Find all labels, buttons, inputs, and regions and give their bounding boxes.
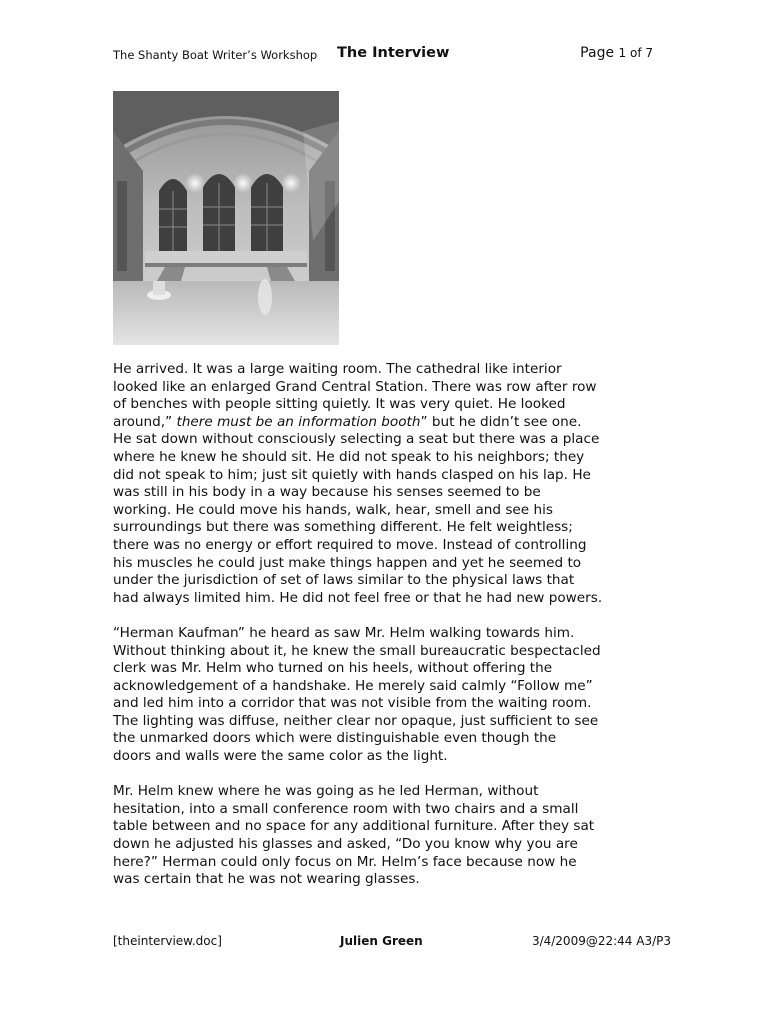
text-line: the unmarked doors which were distinguishable even though the [113, 730, 557, 747]
text-segment: ” but he didn’t see one. [420, 413, 582, 430]
header-title: The Interview [337, 45, 450, 61]
text-line: where he knew he should sit. He did not speak to his neighbors; they [113, 448, 585, 465]
text-line: He arrived. It was a large waiting room. The cathedral like interior [113, 361, 562, 377]
text-line: table between and no space for any additional furniture. After they sat [113, 818, 595, 835]
text-line: “Herman Kaufman” he heard as saw Mr. Helm walking towards him. [113, 624, 575, 641]
body-text [113, 361, 658, 906]
text-line: doors and walls were the same color as the light. [113, 748, 448, 765]
waiting-room-photo-graphic [113, 91, 339, 345]
text-line: Without thinking about it, he knew the small bureaucratic bespectacled [113, 642, 601, 659]
text-line: hesitation, into a small conference room with two chairs and a small [113, 800, 579, 817]
text-line: did not speak to him; just sit quietly with hands clasped on his lap. He [113, 466, 591, 483]
text-line: there was no energy or effort required to move. Instead of controlling [113, 536, 587, 553]
text-segment: around,” [113, 413, 177, 430]
text-line-with-italic [113, 414, 658, 432]
text-line: his muscles he could just make things happen and yet he seemed to [113, 554, 582, 571]
italic-thought: there must be an information booth [176, 413, 421, 430]
footer-author: Julien Green [340, 934, 423, 948]
text-line: and led him into a corridor that was not visible from the waiting room. [113, 695, 592, 712]
text-line: The lighting was diffuse, neither clear nor opaque, just sufficient to see [113, 712, 599, 729]
text-line: acknowledgement of a handshake. He merely said calmly “Follow me” [113, 677, 593, 694]
text-line: Mr. Helm knew where he was going as he led Herman, without [113, 783, 539, 800]
paragraph-3 [113, 783, 658, 889]
text-line: surroundings but there was something different. He felt weightless; [113, 519, 573, 536]
page-header [113, 44, 653, 66]
paragraph-1 [113, 361, 658, 607]
text-line: had always limited him. He did not feel free or that he had new powers. [113, 589, 603, 606]
text-line: He sat down without consciously selecting a seat but there was a place [113, 431, 600, 448]
waiting-room-photo [113, 91, 339, 345]
text-line: under the jurisdiction of set of laws similar to the physical laws that [113, 572, 575, 589]
text-line: here?” Herman could only focus on Mr. Helm’s face because now he [113, 853, 577, 870]
footer-filename: [theinterview.doc] [113, 934, 222, 948]
text-line: looked like an enlarged Grand Central Station. There was row after row [113, 378, 597, 395]
page-footer [113, 934, 671, 952]
text-line: was still in his body in a way because his senses seemed to be [113, 484, 541, 501]
paragraph-2 [113, 625, 658, 766]
text-line: of benches with people sitting quietly. It was very quiet. He looked [113, 396, 566, 413]
text-line: down he adjusted his glasses and asked, “Do you know why you are [113, 836, 578, 853]
header-page-label: Page [580, 45, 615, 61]
header-page-number [580, 45, 653, 61]
footer-date: 3/4/2009@22:44 A3/P3 [531, 934, 671, 948]
text-line: clerk was Mr. Helm who turned on his heels, without offering the [113, 660, 553, 677]
header-page-of: 1 of 7 [618, 46, 653, 60]
text-line: was certain that he was not wearing glasses. [113, 871, 420, 888]
text-line: working. He could move his hands, walk, hear, smell and see his [113, 501, 553, 518]
header-workshop-name: The Shanty Boat Writer’s Workshop [113, 48, 318, 62]
